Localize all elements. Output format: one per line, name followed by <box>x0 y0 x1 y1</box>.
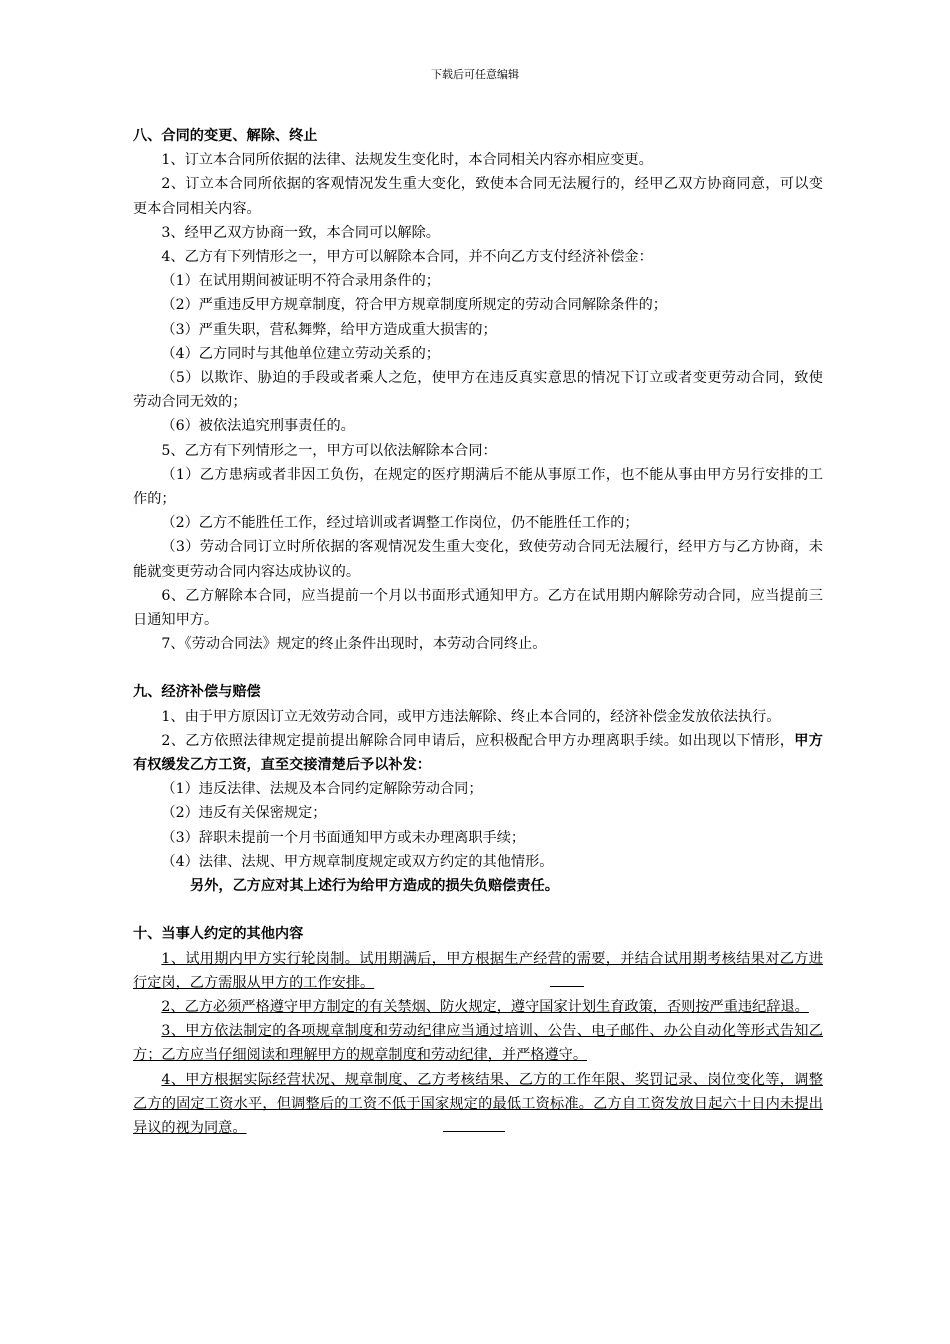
s9-clause-2 <box>133 729 823 777</box>
s9-clause-2-text: 2、乙方依照法律规定提前提出解除合同申请后，应积极配合甲方办理离职手续。如出现以下情形， <box>161 732 795 749</box>
s8-clause-2: 2、订立本合同所依据的客观情况发生重大变化，致使本合同无法履行的，经甲乙双方协商同意，可以变更本合同相关内容。 <box>133 176 823 217</box>
s8-clause-4-item-3: （3）严重失职，营私舞弊，给甲方造成重大损害的； <box>161 321 497 338</box>
s8-clause-1: 1、订立本合同所依据的法律、法规发生变化时，本合同相关内容亦相应变更。 <box>161 152 653 169</box>
s10-clause-3 <box>133 1019 823 1067</box>
s9-clause-2-bold: 甲方有权缓发乙方工资，直至交接清楚后予以补发： <box>133 732 823 774</box>
contract-body <box>133 124 823 1140</box>
blank-line <box>550 972 584 987</box>
section-10-title: 十、当事人约定的其他内容 <box>133 926 304 943</box>
s8-clause-5-item-2: （2）乙方不能胜任工作，经过培训或者调整工作岗位，仍不能胜任工作的； <box>161 515 639 532</box>
page-header: 下载后可任意编辑 <box>431 68 519 81</box>
s10-clause-1-text: 1、试用期内甲方实行轮岗制。试用期满后，甲方根据生产经营的需要，并结合试用期考核结果对乙方进行定岗，乙方需服从甲方的工作安排。 <box>133 950 823 991</box>
section-9-title: 九、经济补偿与赔偿 <box>133 684 261 701</box>
section-gap <box>133 898 823 922</box>
s9-clause-2-item-4: （4）法律、法规、甲方规章制度规定或双方约定的其他情形。 <box>161 853 554 870</box>
s8-clause-4-item-5: （5）以欺诈、胁迫的手段或者乘人之危，使甲方在违反真实意思的情况下订立或者变更劳动合同，致使劳动合同无效的； <box>133 370 823 411</box>
s8-clause-7: 7、《劳动合同法》规定的终止条件出现时，本劳动合同终止。 <box>161 636 547 653</box>
section-gap <box>133 656 823 680</box>
s10-clause-2-text: 2、乙方必须严格遵守甲方制定的有关禁烟、防火规定，遵守国家计划生育政策，否则按严重违纪辞退。 <box>161 998 809 1015</box>
s9-clause-1: 1、由于甲方原因订立无效劳动合同，或甲方违法解除、终止本合同的，经济补偿金发放依法执行。 <box>161 708 781 725</box>
s8-clause-4-item-1: （1）在试用期间被证明不符合录用条件的； <box>161 273 440 290</box>
s8-clause-6: 6、乙方解除本合同，应当提前一个月以书面形式通知甲方。乙方在试用期内解除劳动合同，应当提前三日通知甲方。 <box>133 587 823 629</box>
s8-clause-4: 4、乙方有下列情形之一，甲方可以解除本合同，并不向乙方支付经济补偿金： <box>161 249 653 266</box>
s10-clause-3-text: 3、甲方依法制定的各项规章制度和劳动纪律应当通过培训、公告、电子邮件、办公自动化等形式告知乙方；乙方应当仔细阅读和理解甲方的规章制度和劳动纪律，并严格遵守。 <box>133 1023 823 1064</box>
s9-clause-2-item-1: （1）违反法律、法规及本合同约定解除劳动合同； <box>161 781 483 798</box>
s9-clause-2-item-2: （2）违反有关保密规定； <box>161 805 327 822</box>
s9-clause-2-item-3: （3）辞职未提前一个月书面通知甲方或未办理离职手续； <box>161 829 526 846</box>
s8-clause-4-item-2: （2）严重违反甲方规章制度，符合甲方规章制度所规定的劳动合同解除条件的； <box>161 297 667 314</box>
s8-clause-4-item-4: （4）乙方同时与其他单位建立劳动关系的； <box>161 345 440 362</box>
s10-clause-2 <box>133 995 823 1019</box>
s10-clause-1 <box>133 947 823 995</box>
s9-liability-note: 另外，乙方应对其上述行为给甲方造成的损失负赔偿责任。 <box>190 878 559 895</box>
s8-clause-4-item-6: （6）被依法追究刑事责任的。 <box>161 418 355 435</box>
s10-clause-4 <box>133 1068 823 1141</box>
s10-clause-4-text: 4、甲方根据实际经营状况、规章制度、乙方考核结果、乙方的工作年限、奖罚记录、岗位变化等，调整乙方的固定工资水平，但调整后的工资不低于国家规定的最低工资标准。乙方自工资发放日起六十日内未提出异议的视为同意。 <box>133 1071 823 1136</box>
s8-clause-5-item-3: （3）劳动合同订立时所依据的客观情况发生重大变化，致使劳动合同无法履行，经甲方与乙方协商，未能就变更劳动合同内容达成协议的。 <box>133 539 823 580</box>
s8-clause-5-item-1: （1）乙方患病或者非因工负伤，在规定的医疗期满后不能从事原工作，也不能从事由甲方另行安排的工作的； <box>133 466 823 508</box>
s8-clause-5: 5、乙方有下列情形之一，甲方可以依法解除本合同： <box>161 442 497 459</box>
section-8-title: 八、合同的变更、解除、终止 <box>133 128 318 144</box>
s8-clause-3: 3、经甲乙双方协商一致，本合同可以解除。 <box>161 224 440 241</box>
blank-line <box>443 1117 505 1132</box>
